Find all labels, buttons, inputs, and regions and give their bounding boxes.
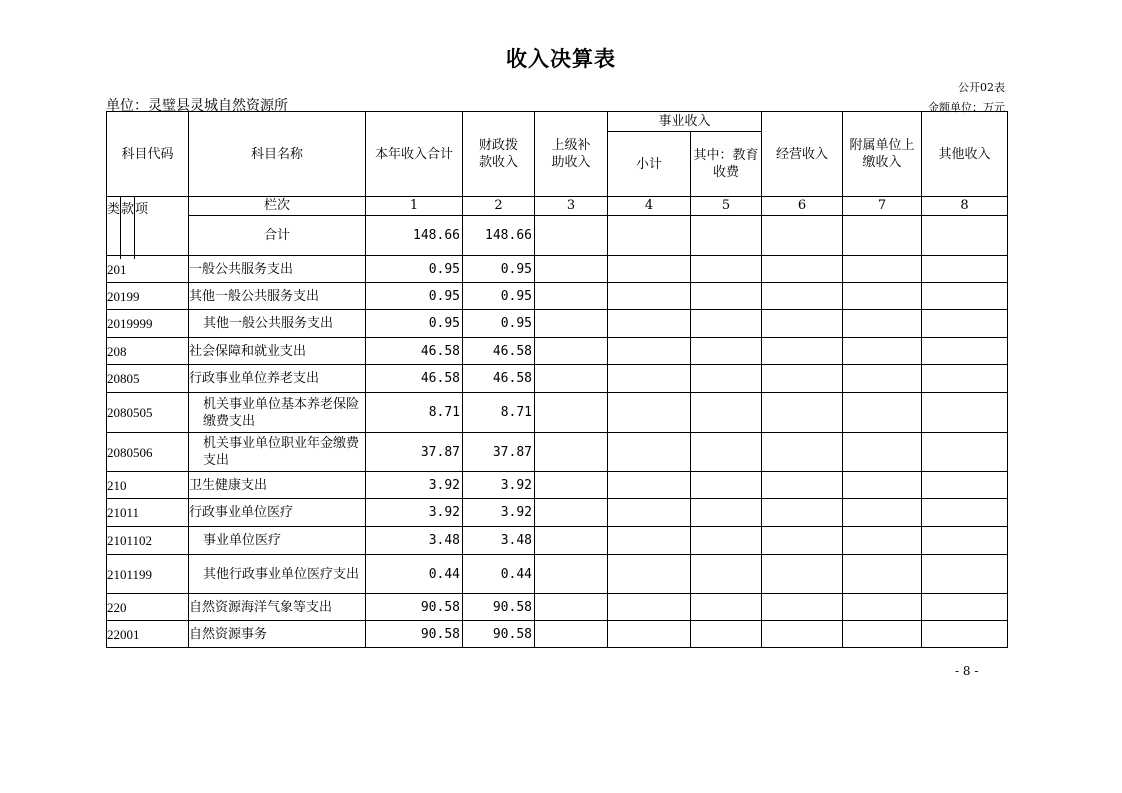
empty-cell — [762, 338, 843, 365]
empty-cell — [843, 338, 922, 365]
col-number: 7 — [843, 197, 922, 216]
empty-cell — [762, 594, 843, 621]
row-code: 21011 — [107, 499, 189, 527]
page-title: 收入决算表 — [506, 47, 616, 71]
row-code: 2101102 — [107, 527, 189, 555]
empty-cell — [691, 499, 762, 527]
header-superior: 上级补助收入 — [535, 112, 608, 197]
empty-cell — [691, 527, 762, 555]
row-fiscal: 37.87 — [463, 433, 535, 472]
empty-cell — [608, 310, 691, 338]
header-affiliated: 附属单位上缴收入 — [843, 112, 922, 197]
col-number: 4 — [608, 197, 691, 216]
row-total: 8.71 — [366, 393, 463, 433]
empty-cell — [922, 527, 1008, 555]
row-code: 2080505 — [107, 393, 189, 433]
empty-cell — [843, 555, 922, 594]
empty-cell — [608, 621, 691, 648]
lei-kuan-xiang-cell — [107, 197, 189, 256]
header-kuan: 款 — [121, 197, 135, 259]
row-total: 0.95 — [366, 310, 463, 338]
empty-cell — [608, 594, 691, 621]
empty-cell — [535, 472, 608, 499]
income-table — [106, 111, 1008, 648]
row-name: 事业单位医疗 — [189, 527, 366, 555]
empty-cell — [843, 499, 922, 527]
row-name: 其他行政事业单位医疗支出 — [189, 555, 366, 594]
header-code: 科目代码 — [107, 112, 189, 197]
table-row — [107, 472, 1008, 499]
empty-cell — [922, 393, 1008, 433]
empty-cell — [535, 338, 608, 365]
row-fiscal: 90.58 — [463, 594, 535, 621]
empty-cell — [535, 310, 608, 338]
header-lei: 类 — [107, 197, 121, 259]
row-code: 210 — [107, 472, 189, 499]
empty-cell — [843, 527, 922, 555]
row-total: 90.58 — [366, 594, 463, 621]
empty-cell — [535, 594, 608, 621]
empty-cell — [762, 256, 843, 283]
row-fiscal: 3.92 — [463, 499, 535, 527]
empty-cell — [762, 365, 843, 393]
empty-cell — [535, 433, 608, 472]
empty-cell — [535, 283, 608, 310]
empty-cell — [691, 310, 762, 338]
row-fiscal: 90.58 — [463, 621, 535, 648]
empty-cell — [843, 433, 922, 472]
table-row — [107, 283, 1008, 310]
empty-cell — [843, 256, 922, 283]
empty-cell — [608, 527, 691, 555]
empty-cell — [691, 621, 762, 648]
empty-cell — [922, 283, 1008, 310]
empty-cell — [691, 256, 762, 283]
table-row — [107, 499, 1008, 527]
empty-cell — [691, 283, 762, 310]
row-name: 机关事业单位职业年金缴费支出 — [189, 433, 366, 472]
row-total: 3.92 — [366, 499, 463, 527]
empty-cell — [535, 393, 608, 433]
empty-cell — [843, 594, 922, 621]
col-number: 8 — [922, 197, 1008, 216]
empty-cell — [762, 283, 843, 310]
empty-cell — [762, 433, 843, 472]
empty-cell — [762, 527, 843, 555]
total-amount: 148.66 — [366, 215, 463, 255]
empty-cell — [762, 555, 843, 594]
row-fiscal: 46.58 — [463, 365, 535, 393]
amount-unit-label: 金额单位：万元 — [928, 101, 1005, 114]
table-row — [107, 310, 1008, 338]
row-name: 自然资源事务 — [189, 621, 366, 648]
empty-cell — [535, 555, 608, 594]
header-other: 其他收入 — [922, 112, 1008, 197]
header-operating: 经营收入 — [762, 112, 843, 197]
total-row — [107, 215, 1008, 255]
row-code: 2101199 — [107, 555, 189, 594]
header-business: 事业收入 — [608, 112, 762, 132]
empty-cell — [922, 365, 1008, 393]
row-fiscal: 3.92 — [463, 472, 535, 499]
row-fiscal: 0.95 — [463, 283, 535, 310]
empty-cell — [608, 433, 691, 472]
row-name: 其他一般公共服务支出 — [189, 283, 366, 310]
empty-cell — [691, 433, 762, 472]
table-row — [107, 433, 1008, 472]
row-total: 3.48 — [366, 527, 463, 555]
empty-cell — [535, 621, 608, 648]
row-name: 其他一般公共服务支出 — [189, 310, 366, 338]
row-code: 2019999 — [107, 310, 189, 338]
row-code: 20199 — [107, 283, 189, 310]
header-column-order: 栏次 — [189, 197, 366, 216]
row-total: 37.87 — [366, 433, 463, 472]
empty-cell — [608, 555, 691, 594]
empty-cell — [608, 365, 691, 393]
empty-cell — [843, 472, 922, 499]
row-total: 46.58 — [366, 338, 463, 365]
empty-cell — [535, 527, 608, 555]
empty-cell — [922, 338, 1008, 365]
empty-cell — [762, 621, 843, 648]
row-name: 社会保障和就业支出 — [189, 338, 366, 365]
header-edu: 其中：教育收费 — [691, 132, 762, 197]
empty-cell — [535, 365, 608, 393]
empty-cell — [922, 310, 1008, 338]
table-row — [107, 256, 1008, 283]
total-label: 合计 — [189, 215, 366, 255]
row-fiscal: 0.95 — [463, 256, 535, 283]
row-fiscal: 0.95 — [463, 310, 535, 338]
col-number: 3 — [535, 197, 608, 216]
empty-cell — [922, 594, 1008, 621]
row-fiscal: 46.58 — [463, 338, 535, 365]
row-fiscal: 8.71 — [463, 393, 535, 433]
header-total: 本年收入合计 — [366, 112, 463, 197]
empty-cell — [922, 621, 1008, 648]
header-subtotal: 小计 — [608, 132, 691, 197]
row-total: 3.92 — [366, 472, 463, 499]
empty-cell — [535, 499, 608, 527]
row-code: 20805 — [107, 365, 189, 393]
row-fiscal: 3.48 — [463, 527, 535, 555]
empty-cell — [843, 393, 922, 433]
empty-cell — [535, 256, 608, 283]
empty-cell — [762, 393, 843, 433]
empty-cell — [691, 555, 762, 594]
row-name: 行政事业单位医疗 — [189, 499, 366, 527]
table-row — [107, 365, 1008, 393]
empty-cell — [922, 472, 1008, 499]
row-fiscal: 0.44 — [463, 555, 535, 594]
row-name: 卫生健康支出 — [189, 472, 366, 499]
col-number: 2 — [463, 197, 535, 216]
row-code: 208 — [107, 338, 189, 365]
table-row — [107, 527, 1008, 555]
row-name: 自然资源海洋气象等支出 — [189, 594, 366, 621]
empty-cell — [691, 365, 762, 393]
empty-cell — [691, 472, 762, 499]
page-number: - 8 - — [955, 664, 979, 678]
row-total: 90.58 — [366, 621, 463, 648]
header-fiscal: 财政拨款收入 — [463, 112, 535, 197]
empty-cell — [843, 365, 922, 393]
row-name: 一般公共服务支出 — [189, 256, 366, 283]
header-xiang: 项 — [135, 202, 149, 217]
empty-cell — [608, 256, 691, 283]
empty-cell — [843, 310, 922, 338]
row-code: 220 — [107, 594, 189, 621]
empty-cell — [608, 338, 691, 365]
table-row — [107, 338, 1008, 365]
empty-cell — [762, 472, 843, 499]
empty-cell — [608, 472, 691, 499]
row-code: 201 — [107, 256, 189, 283]
empty-cell — [922, 499, 1008, 527]
empty-cell — [608, 393, 691, 433]
row-name: 行政事业单位养老支出 — [189, 365, 366, 393]
empty-cell — [922, 433, 1008, 472]
empty-cell — [608, 283, 691, 310]
empty-cell — [922, 256, 1008, 283]
table-row — [107, 393, 1008, 433]
total-fiscal: 148.66 — [463, 215, 535, 255]
empty-cell — [691, 338, 762, 365]
col-number: 5 — [691, 197, 762, 216]
empty-cell — [843, 283, 922, 310]
table-row — [107, 621, 1008, 648]
empty-cell — [762, 310, 843, 338]
row-total: 0.95 — [366, 283, 463, 310]
header-name: 科目名称 — [189, 112, 366, 197]
empty-cell — [843, 621, 922, 648]
empty-cell — [608, 499, 691, 527]
row-total: 0.95 — [366, 256, 463, 283]
row-code: 22001 — [107, 621, 189, 648]
row-total: 0.44 — [366, 555, 463, 594]
col-number: 6 — [762, 197, 843, 216]
form-number: 公开02表 — [958, 81, 1005, 94]
empty-cell — [762, 499, 843, 527]
col-number: 1 — [366, 197, 463, 216]
empty-cell — [691, 393, 762, 433]
unit-label: 单位：灵璧县灵城自然资源所 — [106, 98, 288, 114]
table-row — [107, 555, 1008, 594]
row-total: 46.58 — [366, 365, 463, 393]
table-row — [107, 594, 1008, 621]
empty-cell — [922, 555, 1008, 594]
empty-cell — [691, 594, 762, 621]
row-code: 2080506 — [107, 433, 189, 472]
row-name: 机关事业单位基本养老保险缴费支出 — [189, 393, 366, 433]
